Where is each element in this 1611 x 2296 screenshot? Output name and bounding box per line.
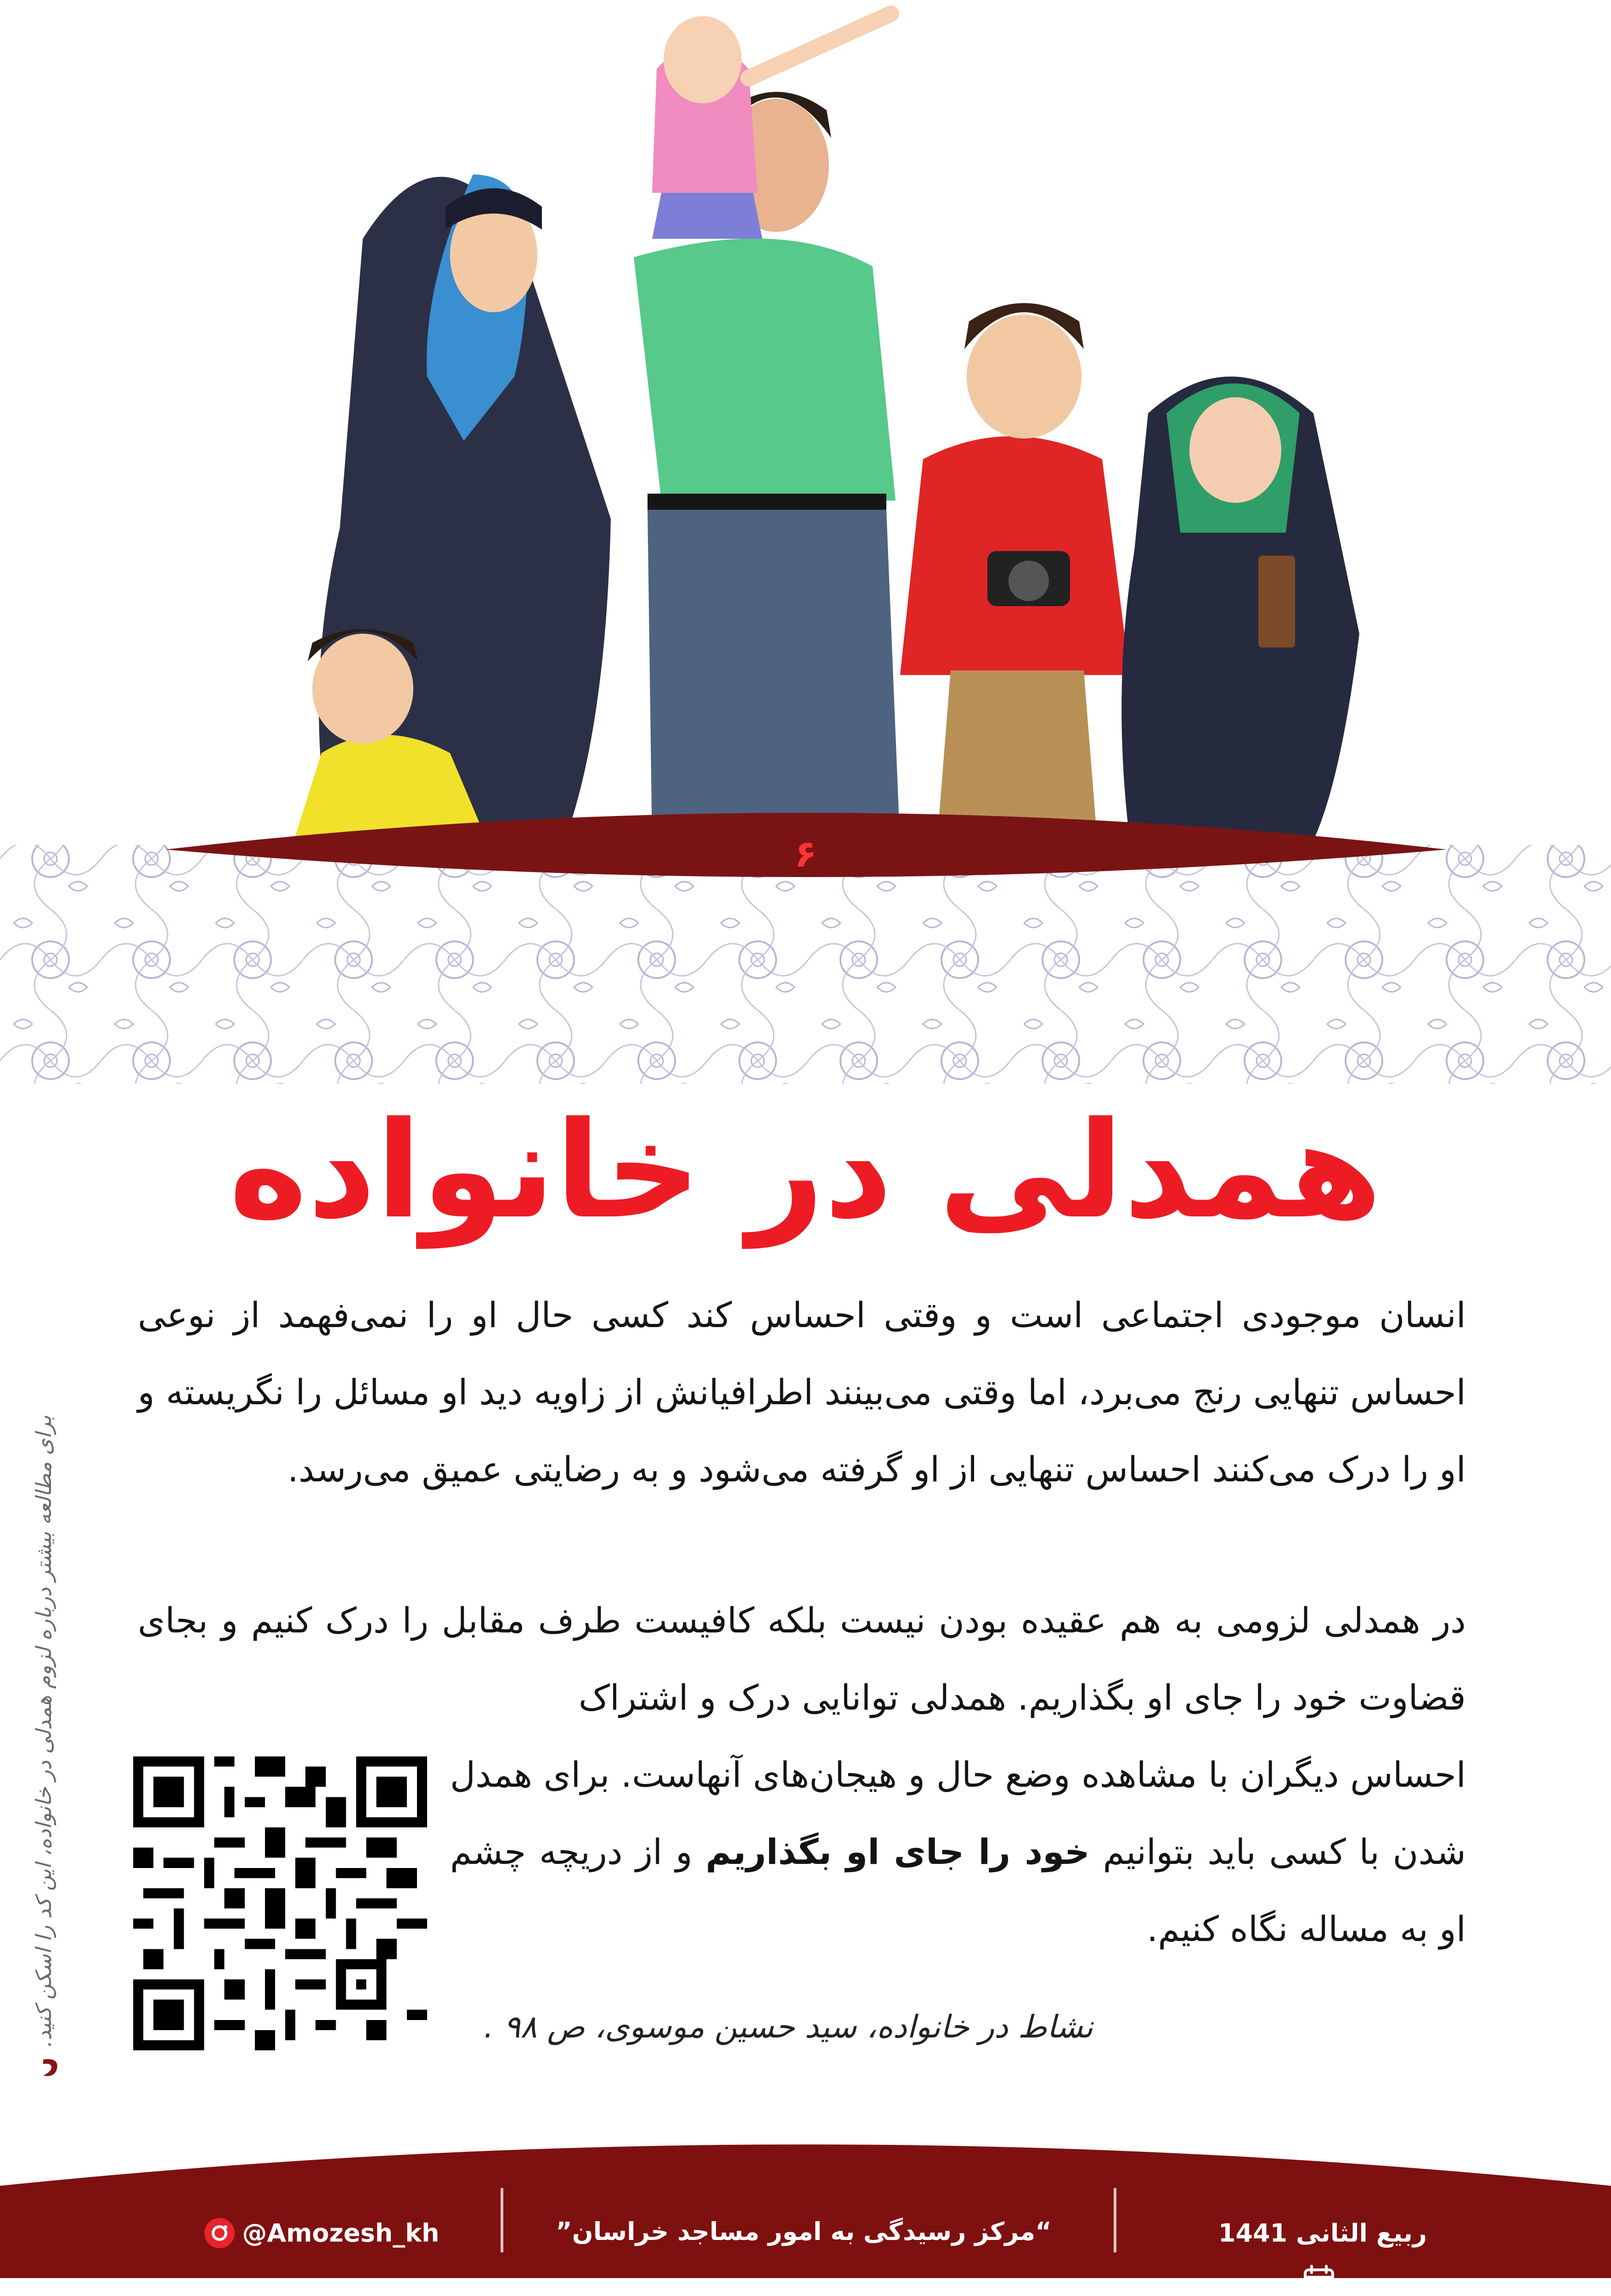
social-handle-text: @Amozesh_kh [242, 2218, 439, 2248]
paragraph-3-end: و از دریچه چشم او به مساله نگاه کنیم. [450, 1831, 1466, 1949]
arrow-mark-icon [39, 2053, 62, 2080]
paragraph-3-start: احساس دیگران با مشاهده وضع حال و هیجان‌های آنهاست. برای همدل شدن با کسی باید بتوانیم [450, 1754, 1466, 1872]
social-handle-link[interactable] [193, 2209, 450, 2255]
body-paragraph-1: انسان موجودی اجتماعی است و وقتی احساس کند کسی حال او را نمی‌فهمد از نوعی احساس تنهایی رنج می‌برد، اما وقتی می‌بینند اطرافیانش از زاویه دید او مسائل را نگریسته و او را درک می‌کنند احساس تنهایی از او گرفته می‌شود و به رضایتی عمیق می‌رسد. [138, 1294, 1466, 1490]
side-note [18, 1401, 69, 2062]
organization-name: “مرکز رسیدگی به امور مساجد خراسان” [556, 2217, 1052, 2246]
boy-with-camera [900, 303, 1130, 845]
instagram-icon [203, 2217, 236, 2249]
body-paragraph-3 [450, 1736, 1466, 1968]
date-text: ربیع الثانی 1441 [1218, 2218, 1427, 2248]
family-illustration [0, 0, 1611, 854]
girl-with-book [1121, 377, 1359, 840]
calendar-icon [1302, 2264, 1335, 2296]
footer-band [0, 2131, 1611, 2278]
source-citation: نشاط در خانواده، سید حسین موسوی، ص ۹۸ . [484, 2009, 1093, 2045]
footer-divider-right [1114, 2188, 1116, 2252]
page-title: همدلی در خانواده [229, 1093, 1382, 1248]
paragraph-3-emphasis: خود را جای او بگذاریم [705, 1831, 1090, 1872]
side-note-text: برای مطالعه بیشتر درباره لزوم همدلی در خانواده، این کد را اسکن کنید. [31, 1415, 56, 2047]
footer-divider-left [501, 2188, 503, 2252]
body-paragraph-2: در همدلی لزومی به هم عقیده بودن نیست بلکه کافیست طرف مقابل را درک کنیم و بجای قضاوت خود را جای او بگذاریم. همدلی توانایی درک و اشتراک [138, 1600, 1466, 1718]
date-stamp [1203, 2209, 1442, 2255]
page-number: ۶ [794, 833, 817, 875]
qr-code[interactable] [133, 1756, 427, 2050]
